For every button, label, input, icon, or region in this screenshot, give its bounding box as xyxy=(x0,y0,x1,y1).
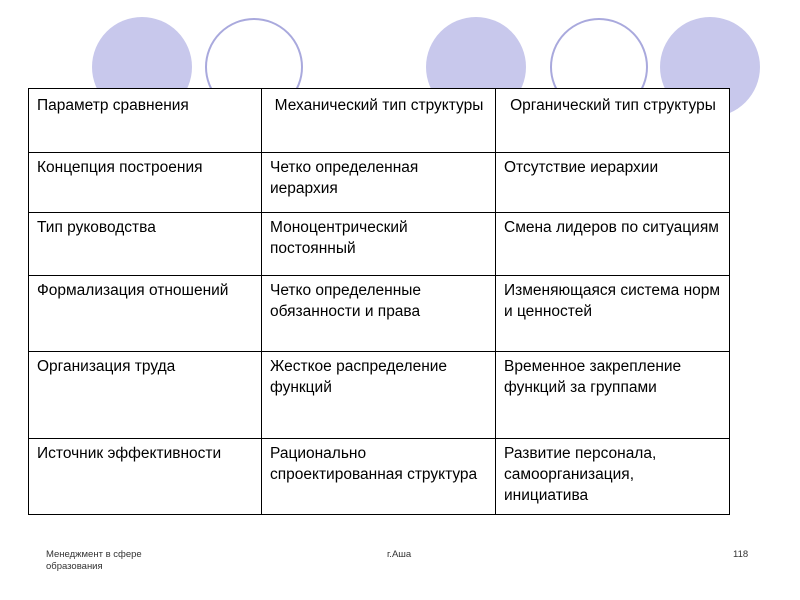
footer-course-title: Менеджмент в сфере образования xyxy=(46,549,142,572)
cell-mechanical: Рационально спроектированная структура xyxy=(262,439,496,515)
cell-organic: Развитие персонала, самоорганизация, инициатива xyxy=(496,439,730,515)
table-header-row xyxy=(29,89,730,153)
header-parameter: Параметр сравнения xyxy=(29,89,262,153)
table-row xyxy=(29,153,730,213)
cell-organic: Изменяющаяся система норм и ценностей xyxy=(496,276,730,352)
cell-mechanical: Четко определенная иерархия xyxy=(262,153,496,213)
cell-mechanical: Моноцентрический постоянный xyxy=(262,213,496,276)
header-mechanical: Механический тип структуры xyxy=(262,89,496,153)
cell-parameter: Организация труда xyxy=(29,352,262,439)
table-row xyxy=(29,213,730,276)
cell-mechanical: Жесткое распределение функций xyxy=(262,352,496,439)
table-row xyxy=(29,439,730,515)
cell-parameter: Формализация отношений xyxy=(29,276,262,352)
cell-parameter: Тип руководства xyxy=(29,213,262,276)
header-organic: Органический тип структуры xyxy=(496,89,730,153)
table-row xyxy=(29,352,730,439)
cell-organic: Временное закрепление функций за группами xyxy=(496,352,730,439)
cell-organic: Отсутствие иерархии xyxy=(496,153,730,213)
cell-mechanical: Четко определенные обязанности и права xyxy=(262,276,496,352)
table-row xyxy=(29,276,730,352)
footer-page-number: 118 xyxy=(733,549,749,560)
cell-parameter: Концепция построения xyxy=(29,153,262,213)
footer-location: г.Аша xyxy=(387,549,412,560)
cell-organic: Смена лидеров по ситуациям xyxy=(496,213,730,276)
comparison-table xyxy=(28,88,730,515)
cell-parameter: Источник эффективности xyxy=(29,439,262,515)
